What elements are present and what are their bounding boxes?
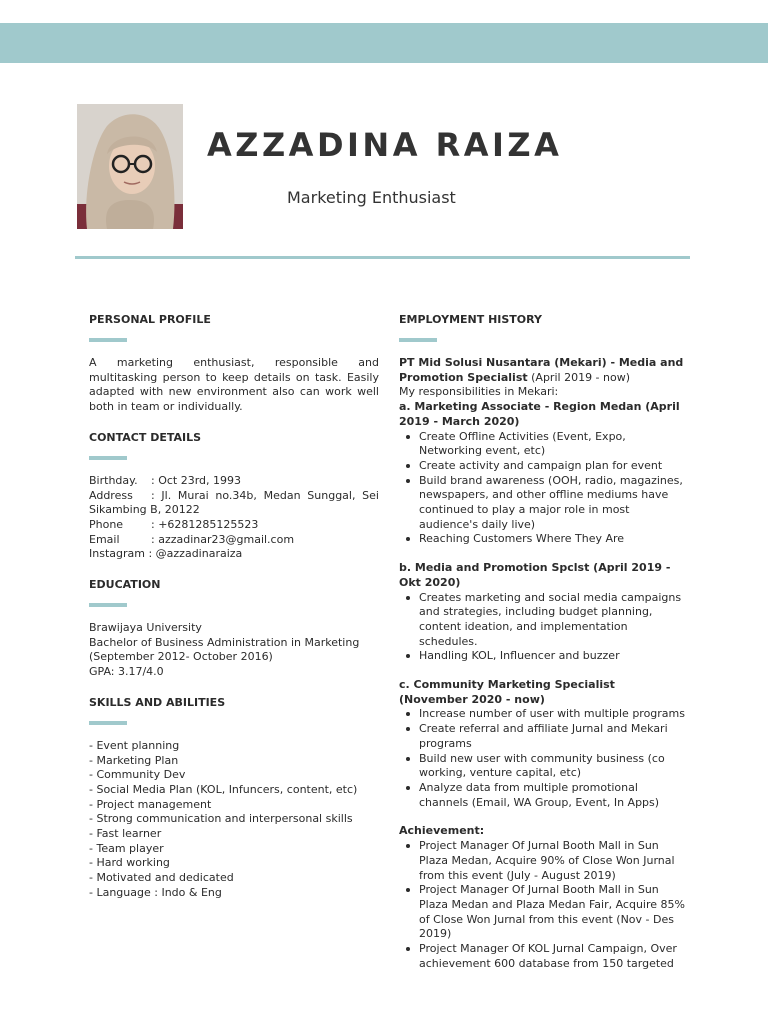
section-accent-bar xyxy=(89,721,127,725)
skill-item: - Team player xyxy=(89,841,164,855)
employment-company xyxy=(399,356,687,385)
company-period: (April 2019 - now) xyxy=(527,370,631,384)
list-item: Increase number of user with multiple programs xyxy=(419,707,685,721)
education-line: GPA: 3.17/4.0 xyxy=(89,665,164,679)
personal-profile-title: PERSONAL PROFILE xyxy=(89,313,211,326)
header-divider xyxy=(75,256,690,259)
skill-item: - Fast learner xyxy=(89,827,162,841)
role-c-list xyxy=(399,707,687,810)
skill-item: - Language : Indo & Eng xyxy=(89,885,222,899)
skill-item: - Motivated and dedicated xyxy=(89,871,234,885)
skill-item: - Project management xyxy=(89,797,212,811)
list-item: Project Manager Of KOL Jurnal Campaign, Over achievement 600 database from 150 targeted xyxy=(419,942,687,971)
contact-details xyxy=(89,474,379,562)
list-item: Project Manager Of Jurnal Booth Mall in Sun Plaza Medan, Acquire 90% of Close Won Jurnal from this event (July - August 2019) xyxy=(419,839,687,883)
list-item: Create referral and affiliate Jurnal and Mekari programs xyxy=(419,722,687,751)
section-accent-bar xyxy=(89,603,127,607)
profile-photo-icon xyxy=(77,104,183,229)
skill-item: - Strong communication and interpersonal skills xyxy=(89,812,353,826)
skills-list xyxy=(89,739,379,901)
education-title: EDUCATION xyxy=(89,578,161,592)
contact-address: Address : Jl. Murai no.34b, Medan Sunggal, Sei Sikambing B, 20122 xyxy=(89,488,379,517)
employment-history-title: EMPLOYMENT HISTORY xyxy=(399,313,542,326)
education-line: Bachelor of Business Administration in Marketing xyxy=(89,635,360,649)
contact-details-title: CONTACT DETAILS xyxy=(89,430,202,444)
contact-instagram: Instagram : @azzadinaraiza xyxy=(89,547,243,561)
list-item: Creates marketing and social media campaigns and strategies, including budget planning, content ideation, and implementation schedules. xyxy=(419,591,687,650)
skill-item: - Event planning xyxy=(89,738,180,752)
candidate-name: AZZADINA RAIZA xyxy=(207,126,563,164)
list-item: Project Manager Of Jurnal Booth Mall in Sun Plaza Medan and Plaza Medan Fair, Acquire 85% of Close Won Jurnal from this event (Nov - Des 2019) xyxy=(419,883,685,941)
section-accent-bar xyxy=(399,338,437,342)
list-item: Create activity and campaign plan for event xyxy=(419,459,687,474)
company-and-role: PT Mid Solusi Nusantara (Mekari) - Media and Promotion Specialist xyxy=(399,356,684,384)
list-item: Create Offline Activities (Event, Expo, Networking event, etc) xyxy=(419,430,687,459)
skill-item: - Social Media Plan (KOL, Infuncers, content, etc) xyxy=(89,782,358,796)
role-b-title: b. Media and Promotion Spclst (April 2019 - Okt 2020) xyxy=(399,561,671,589)
list-item: Reaching Customers Where They Are xyxy=(419,532,687,547)
role-a-title: a. Marketing Associate - Region Medan (April 2019 - March 2020) xyxy=(399,400,680,428)
contact-birthday: Birthday. : Oct 23rd, 1993 xyxy=(89,473,242,487)
header-band xyxy=(0,23,768,63)
list-item: Build brand awareness (OOH, radio, magazines, newspapers, and other offline mediums have continued to play a major role in most audience's daily live) xyxy=(419,474,687,533)
achievement-list xyxy=(399,839,687,971)
candidate-tagline: Marketing Enthusiast xyxy=(287,188,456,207)
section-accent-bar xyxy=(89,338,127,342)
personal-profile-text: A marketing enthusiast, responsible and multitasking person to keep details on task. Easily adapted with new environment also can work well both in team or individually. xyxy=(89,356,379,414)
education-line: (September 2012- October 2016) xyxy=(89,650,273,664)
profile-photo xyxy=(77,104,183,229)
right-column xyxy=(399,313,687,971)
skill-item: - Marketing Plan xyxy=(89,753,179,767)
list-item: Build new user with community business (co working, venture capital, etc) xyxy=(419,752,687,781)
responsibilities-intro: My responsibilities in Mekari: xyxy=(399,385,559,399)
list-item: Analyze data from multiple promotional channels (Email, WA Group, Event, In Apps) xyxy=(419,781,687,810)
section-accent-bar xyxy=(89,456,127,460)
education-line: Brawijaya University xyxy=(89,621,202,635)
role-b-list xyxy=(399,591,687,665)
education-details xyxy=(89,621,379,680)
contact-email: Email : azzadinar23@gmail.com xyxy=(89,532,295,546)
list-item: Handling KOL, Influencer and buzzer xyxy=(419,649,687,664)
role-a-list xyxy=(399,430,687,548)
skills-title: SKILLS AND ABILITIES xyxy=(89,695,226,709)
skill-item: - Hard working xyxy=(89,856,170,870)
skill-item: - Community Dev xyxy=(89,768,186,782)
role-c-title: c. Community Marketing Specialist (November 2020 - now) xyxy=(399,678,615,706)
achievement-title: Achievement: xyxy=(399,824,485,838)
contact-phone: Phone : +6281285125523 xyxy=(89,517,259,531)
left-column xyxy=(89,313,379,901)
